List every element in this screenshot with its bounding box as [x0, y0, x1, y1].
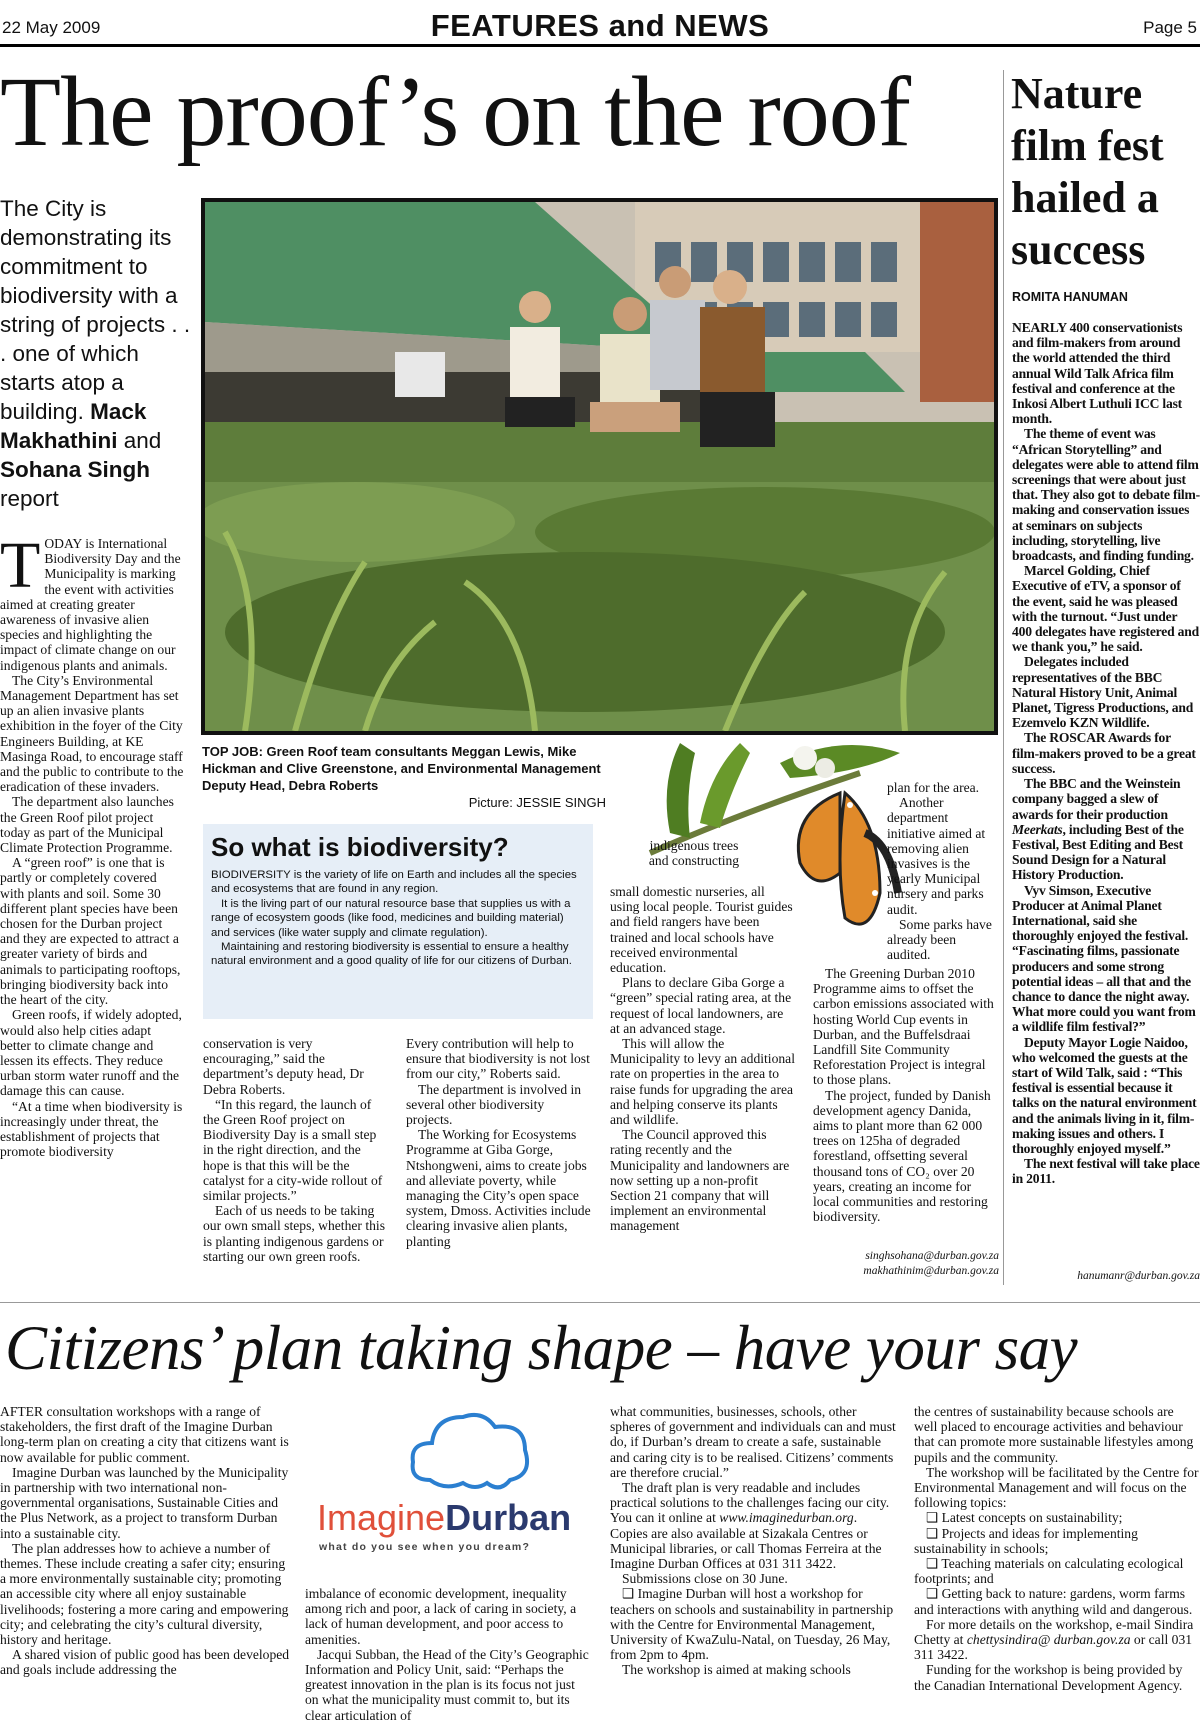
main-story-col4 — [610, 884, 796, 1234]
logo-tagline: what do you see when you dream? — [319, 1541, 531, 1553]
bottom-col4 — [914, 1404, 1200, 1693]
side-paragraph: Vyv Simson, Executive Producer at Animal Planet International, said she thoroughly enjoyed the festival. “Fascinating films, passionate producers and some strong potential ideas – all that and the chance to dance the night away. What more could you want from a wildlife film festival?” — [1012, 882, 1196, 1035]
author-and: and — [123, 428, 162, 453]
col1-paragraph: The department also launches the Green Roof pilot project today as part of the Municipal Climate Protection Programme. — [0, 794, 174, 856]
author-2: Sohana Singh — [0, 457, 151, 482]
bottom-col3-paragraph: what communities, businesses, schools, other spheres of government and individuals can and must do, if Durban’s dream to create a safe, sustainable and caring city is to be realised. Citizens’ comments are therefore crucial.” — [610, 1404, 896, 1480]
col1-paragraph: Green roofs, if widely adopted, would also help cities adapt better to climate change and lessen its effects. They reduce urban storm water runoff and the damage this can cause. — [0, 1007, 182, 1099]
workshop-topic: ❑ Latest concepts on sustainability; — [926, 1510, 1123, 1526]
section-title: FEATURES and NEWS — [430, 8, 770, 43]
imagine-durban-logo — [305, 1405, 595, 1555]
col3-paragraph: Every contribution will help to ensure that biodiversity is not lost from our city,” Roberts said. — [406, 1036, 590, 1082]
author-email-2: makhathinim@durban.gov.za — [863, 1265, 999, 1277]
col4-paragraph: The Council approved this rating recently and the Municipality and landowners are now setting up a non-profit Section 21 company that will implement an environmental management — [610, 1127, 790, 1234]
col4-paragraph: Plans to declare Giba Gorge a “green” special rating area, at the request of local landowners, are at an advanced stage. — [610, 975, 792, 1036]
col5-top — [887, 780, 997, 962]
bottom-col1-paragraph: AFTER consultation workshops with a range of stakeholders, the first draft of the Imagine Durban long-term plan on creating a city that citizens want is now available for public comment. — [0, 1404, 289, 1465]
workshop-topic: ❑ Getting back to nature: gardens, worm farms and interactions with anything wild and dangerous. — [914, 1586, 1193, 1617]
standfirst-text: The City is demonstrating its commitment to biodiversity with a string of projects . . . one of which starts atop a building. — [0, 196, 191, 424]
bottom-col3 — [610, 1404, 897, 1678]
bottom-col2-paragraph: imbalance of economic development, inequality among rich and poor, a lack of caring in society, a lack of human development, and poor access to amenities. — [305, 1586, 577, 1647]
col2-paragraph: conservation is very encouraging,” said the department’s deputy head, Dr Debra Roberts. — [203, 1036, 364, 1097]
side-author-email: hanumanr@durban.gov.za — [1077, 1270, 1200, 1282]
main-story-col1 — [0, 529, 184, 1160]
author-email-1: singhsohana@durban.gov.za — [865, 1250, 999, 1262]
bottom-col3-paragraph: ❑ Imagine Durban will host a workshop for teachers on schools and sustainability in partnership with the Centre for Environmental Management, University of KwaZulu-Natal, on Tuesday, 26 May, from 2pm to 4pm. — [610, 1586, 894, 1663]
logo-imagine: Imagine — [317, 1497, 446, 1538]
green-roof-photo-illustration — [205, 202, 994, 731]
bottom-col3-paragraph: The workshop is aimed at making schools — [622, 1662, 851, 1678]
main-headline: The proof’s on the roof — [0, 56, 911, 167]
standfirst — [0, 194, 195, 513]
bottom-col3-paragraph: Submissions close on 30 June. — [622, 1571, 788, 1587]
side-par6-a: The BBC and the Weinstein company bagged a slew of awards for their production — [1012, 776, 1181, 822]
col3-par2-a: The draft plan is very readable and includes practical solutions to the challenges facing our city. You can it online at — [610, 1480, 890, 1526]
side-paragraph: Marcel Golding, Chief Executive of eTV, a sponsor of the event, said he was pleased with the turnout. “Just under 400 delegates have registered and we thank you,” he said. — [1012, 563, 1199, 655]
side-par6-b: , including Best of the Festival, Best Editing and Best Sound Design for a Natural History Production. — [1012, 821, 1184, 883]
column-divider — [1003, 70, 1004, 1285]
photo-credit: Picture: JESSIE SINGH — [468, 795, 606, 810]
workshop-topic: ❑ Teaching materials on calculating ecological footprints; and — [914, 1556, 1184, 1587]
biodiversity-box — [203, 824, 593, 1019]
header-rule — [0, 44, 1200, 47]
green-roof-photo — [201, 198, 998, 735]
col5-top-paragraph: Another department initiative aimed at removing alien invasives is the yearly Municipal nursery and parks audit. — [887, 795, 986, 917]
bottom-headline: Citizens’ plan taking shape – have your say — [5, 1313, 1078, 1383]
col1-paragraph: A “green roof” is one that is partly or completely covered with plants and soil. Some 30 different plant species have been chosen for the Durban project and they are expected to attract a greater variety of birds and animals to participating rooftops, bringing biodiversity back into the heart of the city. — [0, 855, 181, 1008]
bottom-col1-paragraph: The plan addresses how to achieve a number of themes. These include creating a safer city; ensuring a more environmentally sustainable city; promoting an accessible city where all enjoy sustainable livelihoods; fostering a more caring and empowering city; and celebrating the city’s cultural diversity, history and heritage. — [0, 1540, 289, 1648]
box-paragraph: BIODIVERSITY is the variety of life on Earth and includes all the species and ecosystems that are found in any region. — [211, 869, 577, 896]
contact-email-2[interactable]: durban.gov.za — [1053, 1632, 1131, 1648]
bottom-col1 — [0, 1404, 290, 1678]
col4-paragraph: This will allow the Municipality to levy an additional rate on properties in the area to raise funds for upgrading the area and helping conserve its plants and wildlife. — [610, 1036, 795, 1128]
col1-paragraph: The City’s Environmental Management Department has set up an alien invasive plants exhibition in the foyer of the City Engineers Building, at KE Masinga Road, to encourage staff and the public to contribute to the eradication of these invaders. — [0, 672, 184, 795]
col5-top-paragraph: Some parks have already been audited. — [887, 916, 992, 963]
contact-email-1[interactable]: chettysindira@ — [966, 1632, 1051, 1648]
col1-paragraph: “At a time when biodiversity is increasingly under threat, the establishment of projects that promote biodiversity — [0, 1098, 183, 1160]
author-1: Mack Makhathini — [0, 399, 147, 453]
col5-top-paragraph: plan for the area. — [887, 780, 980, 795]
col5-paragraph: The Greening Durban 2010 Programme aims to offset the carbon emissions associated with hosting World Cup events in Durban, and the Buffelsdraai Landfill Site Community Reforestation Project is integral to those plans. — [813, 966, 994, 1088]
bottom-col2-paragraph: Jacqui Subban, the Head of the City’s Geographic Information and Policy Unit, said: “Perhaps the greatest innovation in the plan is its focus not just on what the municipality must commit to, but its clear articulation of — [305, 1646, 589, 1723]
bottom-col3-paragraph — [610, 1480, 897, 1571]
col3-paragraph: The Working for Ecosystems Programme at Giba Gorge, Ntshongweni, aims to create jobs and alleviate poverty, while managing the City’s open space system, Dmoss. Activities include clearing invasive alien plants, planting — [406, 1127, 591, 1249]
bottom-col1-paragraph: Imagine Durban was launched by the Municipality in partnership with two international non-governmental organisations, Sustainable Cities and the Plus Network, as a project to transform Durban into a sustainable city. — [0, 1464, 289, 1541]
col3-par2-b: . Copies are also available at Sizakala Centres or Municipal libraries, or call Thomas Ferreira at the Imagine Durban Offices at 031 311 3422. — [610, 1510, 882, 1572]
page-number: Page 5 — [1143, 18, 1197, 37]
bottom-col4-paragraph: The workshop will be facilitated by the Centre for Environmental Management and will focus on the following topics: — [914, 1464, 1199, 1511]
bottom-col4-paragraph: Funding for the workshop is being provided by the Canadian International Development Agency. — [914, 1662, 1183, 1693]
bottom-col4-paragraph: the centres of sustainability because schools are well placed to encourage activities and behaviour that can promote more sustainable lifestyles among pupils and the community. — [914, 1404, 1194, 1465]
col4-more-b: or call 031 311 3422. — [914, 1632, 1193, 1663]
col2-paragraph: “In this regard, the launch of the Green Roof project on Biodiversity Day is a small step in the right direction, and the hope is that this will be the catalyst for a city-wide rollout of similar projects.” — [203, 1096, 383, 1204]
photo-caption: TOP JOB: Green Roof team consultants Meggan Lewis, Mike Hickman and Clive Greenstone, and Environmental Management Deputy Head, Debra Roberts — [202, 744, 601, 793]
col5-paragraph: The project, funded by Danish development agency Danida, aims to plant more than 62 000 trees on 125ha of degraded forestland, offsetting several thousand tons of CO₂ over 20 years, creating an income for local communities and restoring biodiversity. — [813, 1087, 991, 1225]
box-paragraph: Maintaining and restoring biodiversity is essential to ensure a healthy natural environment and a good quality of life for our citizens of Durban. — [211, 941, 572, 968]
bottom-section-rule — [0, 1302, 1200, 1303]
bottom-col2 — [305, 1586, 590, 1723]
cloud-icon — [405, 1405, 535, 1495]
report-word: report — [0, 486, 59, 511]
main-story-col2 — [203, 1036, 387, 1264]
box-title: So what is biodiversity? — [211, 832, 509, 862]
logo-wordmark — [317, 1498, 571, 1538]
col2-paragraph: Each of us needs to be taking our own small steps, whether this is planting indigenous gardens or starting our own green roofs. — [203, 1203, 385, 1264]
col4-paragraph: small domestic nurseries, all using local people. Tourist guides and field rangers have been trained and local schools have received environmental education. — [610, 884, 793, 976]
side-headline: Nature film fest hailed a success — [1011, 69, 1164, 274]
side-paragraph: The theme of event was “African Storytelling” and delegates were able to attend film screenings that were about just that. They also got to debate film-making and conservation issues at seminars on subjects including, storytelling, live broadcasts, and finding funding. — [1012, 426, 1200, 564]
first-paragraph: ODAY is International Biodiversity Day and the Municipality is marking the event with activities aimed at creating greater awareness of invasive alien species and highlighting the impact of climate change on our indigenous plants and animals. — [0, 536, 181, 673]
workshop-topic: ❑ Projects and ideas for implementing sustainability in schools; — [914, 1525, 1138, 1556]
side-paragraph — [1012, 776, 1200, 882]
bottom-col4-paragraph — [914, 1617, 1200, 1663]
main-story-col3 — [406, 1036, 592, 1249]
issue-date: 22 May 2009 — [2, 18, 101, 37]
side-paragraph: The next festival will take place in 2011. — [1012, 1156, 1200, 1187]
col4-top: indigenous trees and constructing — [648, 838, 740, 869]
side-byline: ROMITA HANUMAN — [1012, 290, 1128, 304]
box-paragraph: It is the living part of our natural resource base that supplies us with a range of ecosystem goods (like food, medicines and building material) and services (like water supply and climate regulation). — [211, 897, 571, 939]
imagine-durban-url[interactable]: www.imaginedurban.org — [719, 1510, 854, 1526]
side-paragraph: NEARLY 400 conservationists and film-makers from around the world attended the third annual Wild Talk Africa film festival and conference at the Inkosi Albert Luthuli ICC last month. — [1012, 320, 1183, 427]
main-story-col5 — [813, 966, 999, 1224]
side-par6-italic: Meerkats — [1012, 821, 1063, 837]
side-paragraph: Delegates included representatives of the BBC Natural History Unit, Animal Planet, Tigress Productions, and Ezemvelo KZN Wildlife. — [1012, 654, 1194, 731]
side-story-body — [1012, 320, 1200, 1187]
col3-paragraph: The department is involved in several other biodiversity projects. — [406, 1081, 582, 1128]
side-paragraph: Deputy Mayor Logie Naidoo, who welcomed the guests at the start of Wild Talk, said : “This festival is essential because it talks on the natural environment and the animals living in it, film-making issues and others. I thoroughly enjoyed myself.” — [1012, 1034, 1197, 1156]
logo-durban: Durban — [445, 1497, 572, 1538]
col4-more-a: For more details on the workshop, e-mail Sindira Chetty at — [914, 1616, 1194, 1648]
side-paragraph: The ROSCAR Awards for film-makers proved to be a great success. — [1012, 730, 1196, 776]
drop-cap: T — [0, 529, 41, 602]
bottom-col1-paragraph: A shared vision of public good has been developed and goals include addressing the — [0, 1647, 290, 1678]
